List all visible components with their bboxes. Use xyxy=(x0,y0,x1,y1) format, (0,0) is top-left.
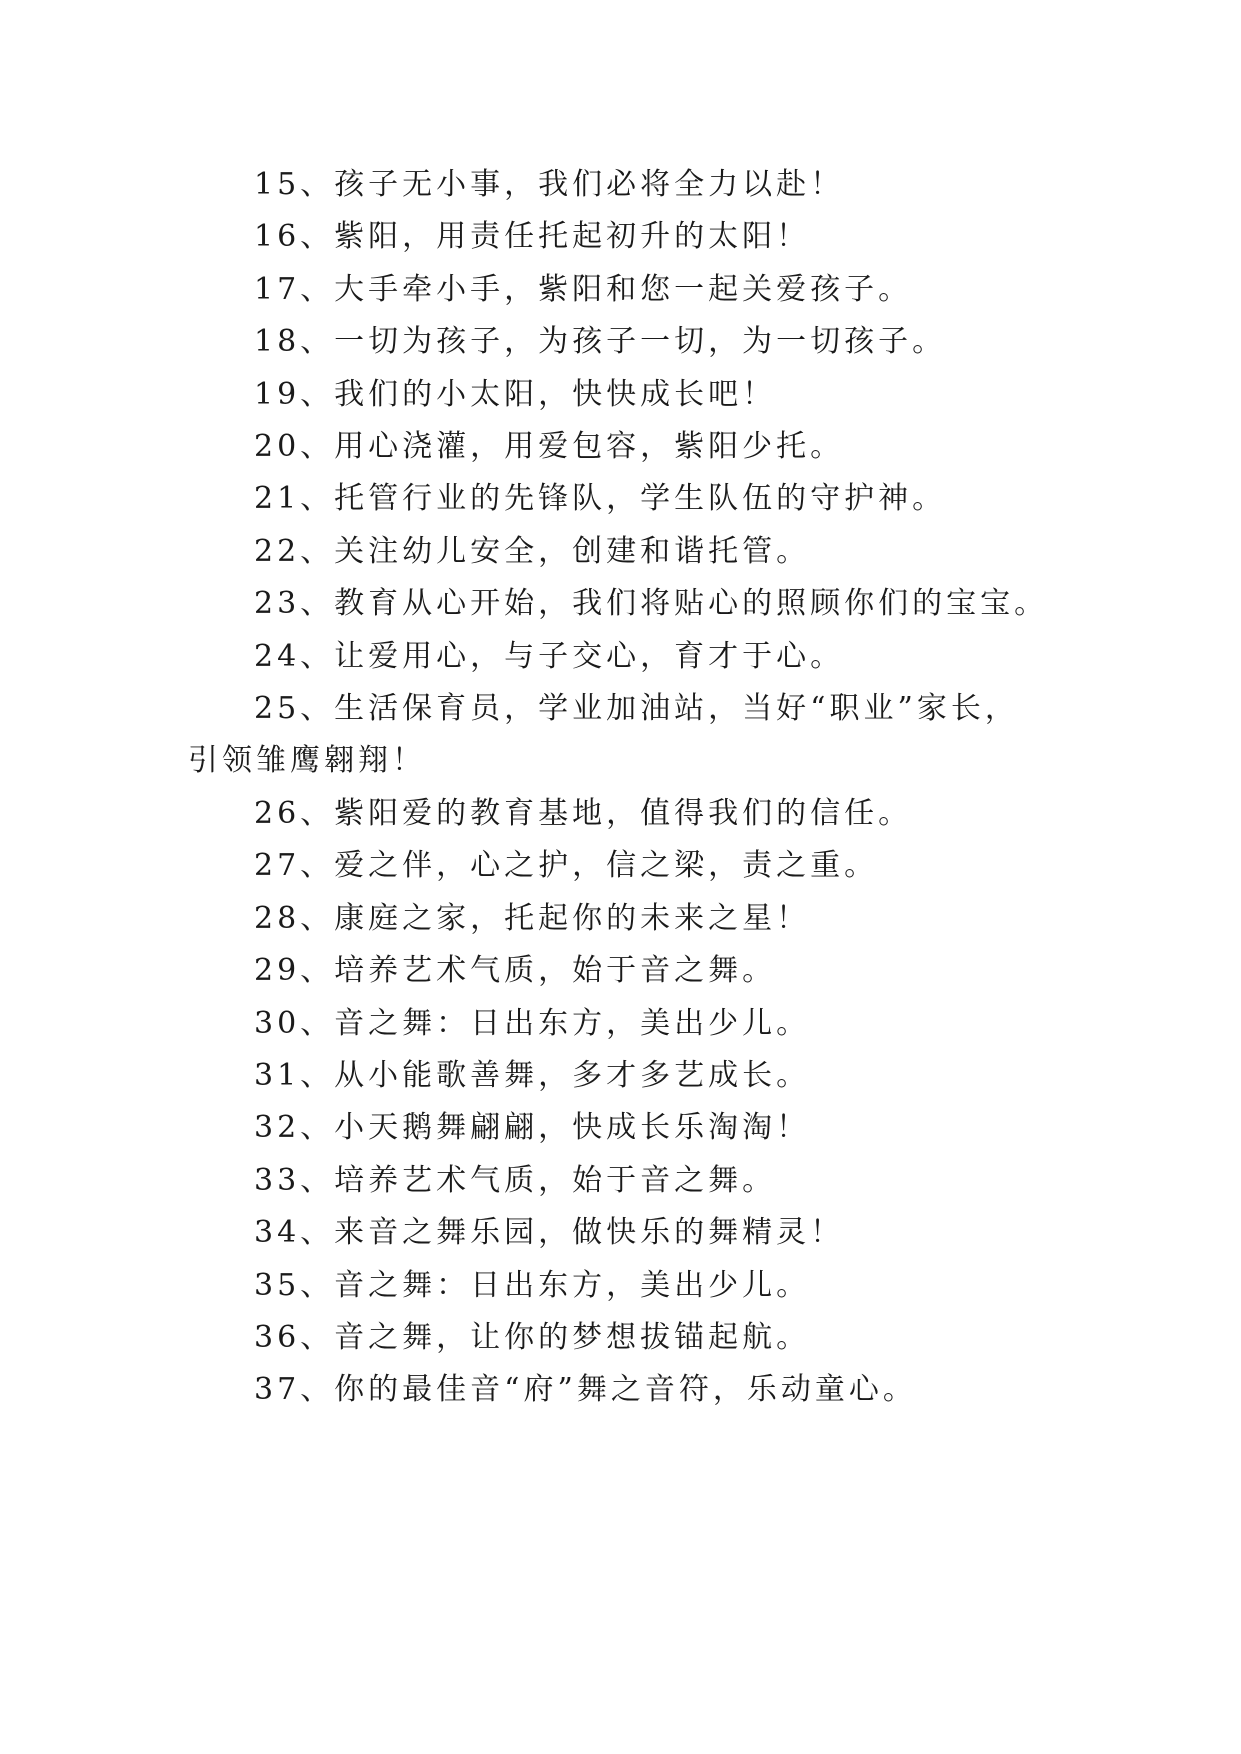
list-item: 21、托管行业的先锋队，学生队伍的守护神。 xyxy=(254,481,947,517)
list-item: 34、来音之舞乐园，做快乐的舞精灵！ xyxy=(254,1215,845,1251)
list-item: 27、爱之伴，心之护，信之梁，责之重。 xyxy=(254,848,879,884)
list-item: 22、关注幼儿安全，创建和谐托管。 xyxy=(254,533,811,569)
list-item: 18、一切为孩子，为孩子一切，为一切孩子。 xyxy=(254,324,947,360)
list-item: 19、我们的小太阳，快快成长吧！ xyxy=(254,376,777,412)
list-item: 32、小天鹅舞翩翩，快成长乐淘淘！ xyxy=(254,1110,811,1146)
list-item: 31、从小能歌善舞，多才多艺成长。 xyxy=(254,1057,811,1093)
list-item: 29、培养艺术气质，始于音之舞。 xyxy=(254,953,777,989)
list-item: 16、紫阳，用责任托起初升的太阳！ xyxy=(254,219,811,255)
list-item: 20、用心浇灌，用爱包容，紫阳少托。 xyxy=(254,429,845,465)
list-item: 25、生活保育员，学业加油站，当好“职业”家长，引领雏鹰翱翔！ xyxy=(188,691,1019,779)
list-item: 17、大手牵小手，紫阳和您一起关爱孩子。 xyxy=(254,271,913,307)
list-item: 37、你的最佳音“府”舞之音符，乐动童心。 xyxy=(254,1372,917,1408)
list-item: 15、孩子无小事，我们必将全力以赴！ xyxy=(254,167,845,202)
list-item: 24、让爱用心，与子交心，育才于心。 xyxy=(254,638,845,674)
list-item: 35、音之舞：日出东方，美出少儿。 xyxy=(254,1267,811,1303)
list-item: 28、康庭之家，托起你的未来之星！ xyxy=(254,900,811,936)
list-item: 26、紫阳爱的教育基地，值得我们的信任。 xyxy=(254,795,913,831)
list-item: 23、教育从心开始，我们将贴心的照顾你们的宝宝。 xyxy=(254,586,1049,622)
list-item: 30、音之舞：日出东方，美出少儿。 xyxy=(254,1005,811,1041)
list-item: 33、培养艺术气质，始于音之舞。 xyxy=(254,1162,777,1198)
list-item: 36、音之舞，让你的梦想拔锚起航。 xyxy=(254,1319,811,1355)
slogan-list xyxy=(188,159,1048,1417)
